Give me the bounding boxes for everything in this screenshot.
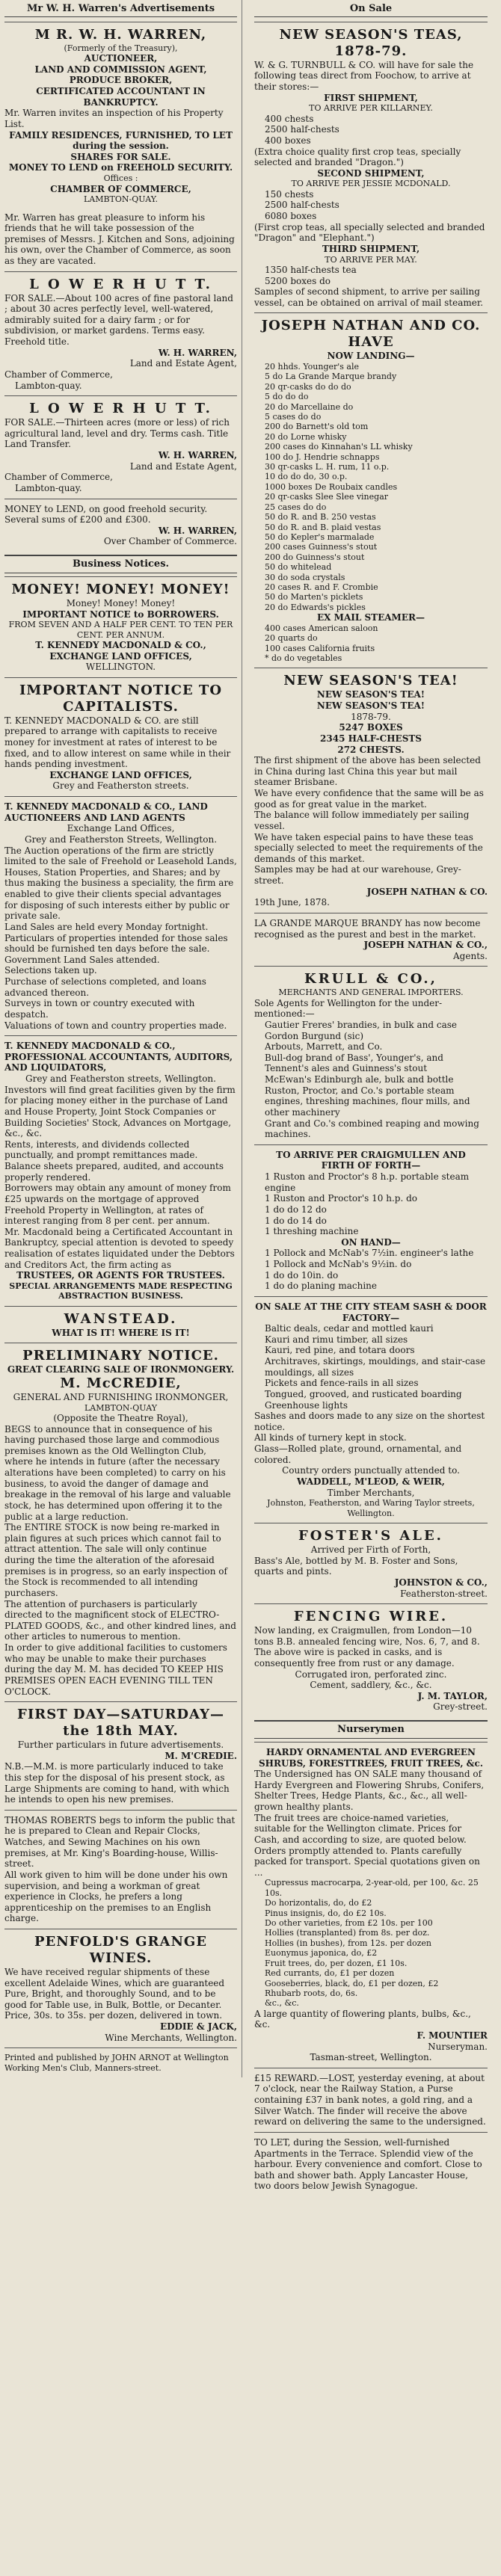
craig-item: 1 do do 10in. do	[265, 1269, 339, 1281]
prelim-name: M. McCREDIE,	[60, 1375, 182, 1391]
money-notice: IMPORTANT NOTICE to BORROWERS.	[22, 608, 219, 620]
first-day-heading: FIRST DAY—SATURDAY—the 18th MAY.	[17, 1707, 224, 1740]
nathan-item: 20 do Lorne whisky	[265, 431, 347, 442]
krull-item: Grant and Co.'s combined reaping and mowing machines.	[265, 1118, 479, 1140]
nathan-item: 200 do Barnett's old tom	[265, 422, 369, 432]
tkm-land-body-7: Valuations of town and country properties made.	[4, 1020, 227, 1031]
craig-heading-1: TO ARRIVE PER CRAIGMULLEN AND	[276, 1149, 466, 1160]
teas-intro: W. & G. TURNBULL & CO. will have for sale the following teas direct from Foochow, to arrive at their stores:—	[254, 59, 474, 93]
nathan-item: * do do vegetables	[265, 653, 342, 664]
teas-item-4: 150 chests	[265, 188, 314, 200]
hardy-item: Hollies (in bushes), from 12s. per dozen	[265, 1938, 431, 1948]
fosters-body: Bass's Ale, bottled by M. B. Foster and Sons, quarts and pints.	[254, 1555, 458, 1577]
sash-item: Baltic deals, cedar and mottled kauri	[265, 1323, 434, 1334]
nst-year: 1878-79.	[351, 711, 391, 722]
prelim-street: LAMBTON-QUAY	[84, 1402, 157, 1413]
warren-advert	[4, 22, 237, 271]
sash-item: Tongued, grooved, and rusticated boarding	[265, 1388, 462, 1399]
warren-role-1: AUCTIONEER,	[84, 53, 158, 64]
teas-note-1: (Extra choice quality first crop teas, specially selected and branded "Dragon.")	[254, 146, 461, 168]
tkm-land-body-4: Selections taken up.	[4, 965, 97, 976]
tkm-acc-body-3: Balance sheets prepared, audited, and accounts properly rendered.	[4, 1161, 224, 1183]
capitalists-advert	[4, 677, 237, 796]
teas-first-ship: TO ARRIVE PER KILLARNEY.	[309, 103, 433, 114]
teas-note-2: (First crop teas, all specially selected and branded "Dragon" and "Elephant.")	[254, 221, 485, 244]
tkm-land-body-6: Surveys in town or country executed with despatch.	[4, 998, 195, 1020]
sash-note-4: Country orders punctually attended to.	[282, 1465, 460, 1476]
tkm-acc-body-4: Borrowers may obtain any amount of money from £25 upwards on the mortgage of approved Freehold Property in Wellington, at rates of interest ranging from 8 per cent. per annum.	[4, 1183, 231, 1227]
wanstead-heading: WANSTEAD.	[64, 1310, 178, 1327]
nst-boxes: 5247 BOXES	[339, 722, 403, 733]
tkm-land-offices: Exchange Land Offices,	[67, 823, 175, 834]
sash-firm: WADDELL, M'LEOD, & WEIR,	[297, 1476, 445, 1487]
hardy-item: Euonymus japonica, do, £2	[265, 1948, 378, 1959]
warren-shares: SHARES FOR SALE.	[70, 151, 171, 162]
warren-chamber: CHAMBER OF COMMERCE,	[50, 183, 191, 194]
capitalists-address: Grey and Featherston streets.	[52, 780, 189, 792]
nathan-item: 5 do do do	[265, 392, 309, 402]
warren-money: MONEY TO LEND on FREEHOLD SECURITY.	[8, 162, 233, 173]
lower-hutt-quay: Lambton-quay.	[15, 380, 82, 391]
penfold-body: We have received regular shipments of these excellent Adelaide Wines, which are guaranteed Pure, Bright, and thoroughly Sound, and to be good for Table use, in Bulk, Bottle, or Decanter.	[4, 1966, 225, 2010]
sash-note-2: All kinds of turnery kept in stock.	[254, 1432, 407, 1443]
teas-second-ship: TO ARRIVE PER JESSIE MCDONALD.	[291, 179, 451, 189]
business-notices-header: Business Notices.	[4, 555, 237, 573]
tkm-land-address: Grey and Featherston Streets, Wellington.	[24, 833, 218, 845]
fosters-advert	[254, 1523, 488, 1603]
to-let-body: TO LET, during the Session, well-furnished Apartments in the Terrace. Splendid view of the harbour. Every convenience and comfort. Close to bath and shower bath. Apply Lancaster House, two doors below Jewish Synagogue.	[254, 2136, 482, 2192]
fosters-firm: JOHNSTON & CO.,	[394, 1577, 488, 1588]
nathan-item: 5 do La Grande Marque brandy	[265, 372, 397, 382]
nathan-item: 20 quarts do	[265, 633, 318, 644]
warren-role-2: LAND AND COMMISSION AGENT,	[34, 64, 207, 75]
tkm-land-body-1: The Auction operations of the firm are strictly limited to the sale of Freehold or Leasehold Lands, Houses, Station Properties, and Shares; and by thus making the business a speciality, the firm are enabled to give their clients special advantages for disposing of such interests either by public or private sale.	[4, 845, 237, 922]
fencing-heading: FENCING WIRE.	[293, 1609, 449, 1625]
hardy-body-4: A large quantity of flowering plants, bulbs, &c., &c.	[254, 2008, 471, 2030]
money-lend-advert	[4, 499, 237, 552]
nathan-item: 400 cases American saloon	[265, 623, 378, 633]
hardy-item: Cupressus macrocarpa, 2-year-old, per 100, &c. 25 10s.	[265, 1878, 479, 1898]
thomas-roberts-advert	[4, 1810, 237, 1929]
gm-firm: JOSEPH NATHAN & CO.,	[363, 940, 488, 951]
tkm-land-advert	[4, 796, 237, 1035]
hardy-item: Red currants, do, £1 per dozen	[265, 1968, 395, 1979]
first-day-nb: N.B.—M.M. is more particularly induced to take this step for the disposal of his present stock, as Large Shipments are coming to hand, with which he intends to open his new premises.	[4, 1761, 230, 1805]
hardy-item: Pinus insignis, do, do £2 10s.	[265, 1908, 387, 1918]
nathan-item: 20 do Marcellaine do	[265, 401, 354, 412]
new-seasons-tea-advert	[254, 668, 488, 912]
penfold-advert	[4, 1929, 237, 2047]
nathan-item: 100 cases California fruits	[265, 643, 375, 653]
tkm-acc-special: SPECIAL ARRANGEMENTS MADE RESPECTING ABSTRACTION BUSINESS.	[9, 1281, 233, 1301]
krull-advert	[254, 966, 488, 1144]
hardy-item: Rhubarb roots, do, 6s.	[265, 1988, 358, 1998]
warren-notice: Mr. Warren has great pleasure to inform his friends that he will take possession of the premises of Messrs. J. Kitchen and Sons, adjoining his own, over the Chamber of Commerce, as soon as they are vacated.	[4, 212, 235, 267]
teas-item-8: 5200 boxes do	[265, 275, 331, 286]
teas-item-3: 400 boxes	[265, 135, 311, 146]
warren-former: (Formerly of the Treasury),	[64, 43, 178, 53]
hardy-body-3: Orders promptly attended to. Plants carefully packed for transport. Special quotations given on ...	[254, 1845, 480, 1878]
money-city: WELLINGTON.	[85, 662, 156, 673]
right-column-header: On Sale	[254, 3, 488, 17]
hardy-body-2: The fruit trees are choice-named varieties, suitable for the Wellington climate. Prices for Cash, and according to size, are quoted below.	[254, 1812, 467, 1845]
prelim-body-3: The attention of purchasers is particularly directed to the magnificent stock of ELECTRO-PLATED GOODS, &c., and other kindred lines, and other articles to numerous to mention.	[4, 1598, 236, 1642]
krull-item: Gautier Freres' brandies, in bulk and case	[265, 1019, 457, 1030]
fencing-body-4: Cement, saddlery, &c., &c.	[310, 1680, 432, 1691]
hardy-item: Do other varieties, from £2 10s. per 100	[265, 1918, 433, 1929]
teas-advert	[254, 22, 488, 313]
wanstead-advert	[4, 1306, 237, 1343]
krull-item: Arbouts, Marrett, and Co.	[265, 1041, 383, 1053]
reward-body: £15 REWARD.—LOST, yesterday evening, at about 7 o'clock, near the Railway Station, a Purse containing £37 in bank notes, a gold ring, and a Silver Watch. The finder will receive the above reward on delivering the same to the undersigned.	[254, 2072, 486, 2127]
warren-residences: FAMILY RESIDENCES, FURNISHED, TO LET during the session.	[9, 129, 233, 152]
craig-item: 1 do do 12 do	[265, 1204, 327, 1215]
craig-item: 1 Pollock and McNab's 7½in. engineer's lathe	[265, 1248, 474, 1259]
prelim-body-4: In order to give additional facilities to customers who may be unable to make their purchases during the day M. M. has decided TO KEEP HIS PREMISES OPEN EACH EVENING TILL TEN O'CLOCK.	[4, 1642, 227, 1697]
nst-body-1: The first shipment of the above has been selected in China during last China this year but mail steamer Brisbane.	[254, 755, 481, 788]
nathan-ex-mail: EX MAIL STEAMER—	[317, 612, 425, 623]
lower-hutt-heading: L O W E R H U T T.	[29, 276, 212, 292]
money-lend-name: W. H. WARREN,	[158, 525, 237, 536]
lower-hutt-agent-title: Land and Estate Agent,	[129, 358, 237, 369]
hardy-heading: HARDY ORNAMENTAL AND EVERGREEN SHRUBS, FORESTTREES, FRUIT TREES, &c.	[258, 1746, 483, 1769]
preliminary-advert	[4, 1343, 237, 1701]
right-column	[250, 0, 492, 2196]
hardy-item: Do horizontalis, do, do £2	[265, 1898, 372, 1908]
tkm-acc-address: Grey and Featherston streets, Wellington.	[25, 1073, 216, 1085]
first-day-name: M. M'CREDIE.	[165, 1750, 237, 1761]
capitalists-offices: EXCHANGE LAND OFFICES,	[49, 769, 192, 780]
roberts-body-2: All work given to him will be done under his own supervision, and being a workman of great experience in Clocks, he prefers a long apprenticeship on the premises to an English charge.	[4, 1869, 228, 1924]
nst-heading-1: NEW SEASON'S TEA!	[283, 673, 458, 689]
first-day-more: Further particulars in future advertisements.	[17, 1740, 224, 1751]
nathan-item: 20 do Edwards's pickles	[265, 602, 366, 612]
krull-item: Bull-dog brand of Bass', Younger's, and Tennent's ales and Guinness's stout	[265, 1052, 443, 1074]
warren-role-4: CERTIFICATED ACCOUNTANT IN BANKRUPTCY.	[36, 86, 206, 108]
reward-advert	[254, 2068, 488, 2132]
prelim-body-2: The ENTIRE STOCK is now being re-marked in plain figures at such prices which cannot fail to attract attention. The sale will only continue during the time the alteration of the aforesaid premises is in progress, so an early inspection of the Stock is recommended to all intending purchasers.	[4, 1522, 227, 1598]
nst-body-5: Samples may be had at our warehouse, Grey-street.	[254, 864, 461, 886]
money-heading: MONEY! MONEY! MONEY!	[11, 581, 230, 597]
tkm-accountants-advert	[4, 1035, 237, 1306]
prelim-opposite: (Opposite the Theatre Royal),	[53, 1412, 188, 1423]
nathan-item: 25 cases do do	[265, 502, 327, 512]
krull-item: Gordon Burgund (sic)	[265, 1030, 363, 1041]
capitalists-body: T. KENNEDY MACDONALD & CO. are still prepared to arrange with capitalists to receive money for investment at rates of interest to be fixed, and to allow interest on same while in their hands pending investment.	[4, 715, 231, 770]
money-rates: FROM SEVEN AND A HALF PER CENT. TO TEN PER CENT. PER ANNUM.	[8, 620, 233, 640]
nurserymen-header: Nurserymen	[254, 1720, 488, 1739]
prelim-body-1: BEGS to announce that in consequence of his having purchased those large and commodious premises known as the Old Wellington Club, where he intends in future (after the necessary alterations have been completed) to carry on his business, to avoid the danger of damage and breakage in the removal of his large and valuable stock, he has determined upon offering it to the public at a large reduction.	[4, 1423, 231, 1522]
craig-item: 1 Pollock and McNab's 9½in. do	[265, 1259, 412, 1270]
nathan-item: 5 cases do do	[265, 412, 322, 422]
nathan-item: 50 do R. and B. plaid vestas	[265, 522, 381, 532]
teas-second: SECOND SHIPMENT,	[317, 167, 425, 179]
nst-firm: JOSEPH NATHAN & CO.	[366, 886, 488, 897]
tkm-land-body-3: Government Land Sales attended.	[4, 954, 160, 965]
nathan-item: 200 cases do Kinnahan's LL whisky	[265, 442, 413, 452]
fencing-street: Grey-street.	[433, 1701, 488, 1713]
krull-item: Ruston, Proctor, and Co.'s portable steam engines, threshing machines, flour mills, and other machinery	[265, 1085, 470, 1118]
teas-item-5: 2500 half-chests	[265, 200, 339, 211]
tkm-acc-body-1: Investors will find great facilities given by the firm for placing money either in the purchase of Land and House Property, Joint Stock Companies or Building Societies' Stock, Advances on Mortgage, &c., &c.	[4, 1084, 236, 1139]
nathan-item: 50 do R. and B. 250 vestas	[265, 512, 376, 523]
nst-body-2: We have every confidence that the same will be as good as for great value in the market.	[254, 788, 484, 810]
craig-item: 1 do do 14 do	[265, 1215, 327, 1226]
lower-hutt-advert-2	[4, 395, 237, 498]
nst-half-chests: 2345 HALF-CHESTS	[320, 733, 422, 744]
nathan-item: 30 do soda crystals	[265, 572, 345, 582]
teas-heading: NEW SEASON'S TEAS, 1878-79.	[279, 26, 463, 59]
lower-hutt-heading-2: L O W E R H U T T.	[29, 401, 212, 417]
money-firm: T. KENNEDY MACDONALD & CO.,	[35, 639, 206, 650]
money-subheading: Money! Money! Money!	[66, 597, 176, 608]
sash-item: Pickets and fence-rails in all sizes	[265, 1378, 419, 1389]
sash-advert	[254, 1296, 488, 1523]
warren-role-3: PRODUCE BROKER,	[69, 75, 173, 86]
sash-note-1: Sashes and doors made to any size on the shortest notice.	[254, 1411, 485, 1432]
arrive-craig-advert	[254, 1144, 488, 1296]
nathan-item: 200 cases Guinness's stout	[265, 542, 378, 552]
lower-hutt-quay-2: Lambton-quay.	[15, 482, 82, 493]
penfold-trade: Wine Merchants, Wellington.	[105, 2032, 237, 2043]
warren-invite: Mr. Warren invites an inspection of his Property List.	[4, 108, 224, 129]
nathan-item: 200 do Guinness's stout	[265, 552, 365, 562]
fencing-advert	[254, 1603, 488, 1717]
penfold-firm: EDDIE & JACK,	[159, 2021, 237, 2033]
lower-hutt-agent: W. H. WARREN,	[158, 347, 237, 358]
money-money-advert	[4, 576, 237, 677]
fosters-heading: FOSTER'S ALE.	[298, 1528, 443, 1544]
nathan-heading: JOSEPH NATHAN AND CO. HAVE	[261, 318, 481, 351]
money-lend-body: MONEY to LEND, on good freehold security. Several sums of £200 and £300.	[4, 503, 208, 526]
craig-item: 1 do do planing machine	[265, 1281, 378, 1292]
teas-item-7: 1350 half-chests tea	[265, 264, 357, 275]
craig-item: 1 Ruston and Proctor's 8 h.p. portable steam engine	[265, 1171, 470, 1193]
teas-first: FIRST SHIPMENT,	[324, 92, 418, 103]
penfold-price: Price, 30s. to 35s. per dozen, delivered in town.	[4, 2010, 223, 2021]
lower-hutt-chamber-2: Chamber of Commerce,	[4, 472, 113, 483]
lower-hutt-advert-1	[4, 271, 237, 396]
money-lend-address: Over Chamber of Commerce.	[103, 536, 237, 547]
nst-heading-3: NEW SEASON'S TEA!	[316, 700, 425, 711]
sash-trade: Timber Merchants,	[327, 1487, 415, 1498]
krull-heading: KRULL & CO.,	[304, 971, 437, 987]
nathan-item: 20 hhds. Younger's ale	[265, 362, 360, 372]
nathan-advert	[254, 312, 488, 668]
first-day-advert	[4, 1701, 237, 1810]
hardy-trade: Nurseryman.	[428, 2041, 488, 2052]
sash-item: Greenhouse lights	[265, 1399, 348, 1411]
lower-hutt-agent-title-2: Land and Estate Agent,	[129, 460, 237, 472]
teas-item-1: 400 chests	[265, 113, 314, 124]
nst-body-4: We have taken especial pains to have these teas specially selected to meet the requirements of the demands of this market.	[254, 831, 483, 864]
left-column-header: Mr W. H. Warren's Advertisements	[4, 3, 237, 17]
hardy-body-1: The Undersigned has ON SALE many thousand of Hardy Evergreen and Flowering Shrubs, Conifers, Shelter Trees, Hedge Plants, &c., &c., all well-grown healthy plants.	[254, 1769, 485, 1813]
grande-marque-advert	[254, 913, 488, 967]
printed-notice: Printed and published by JOHN ARNOT at Wellington Working Men's Club, Manners-street.	[4, 2047, 237, 2077]
tkm-land-heading: T. KENNEDY MACDONALD & CO., LAND AUCTIONEERS AND LAND AGENTS	[4, 801, 208, 823]
gm-agents: Agents.	[453, 950, 488, 961]
nathan-item: 50 do Marten's picklets	[265, 592, 363, 603]
tkm-land-body-5: Purchase of selections completed, and loans advanced thereon.	[4, 976, 206, 998]
tkm-acc-body-2: Rents, interests, and dividends collected punctually, and prompt remittances made.	[4, 1138, 198, 1161]
nathan-item: 100 do J. Hendrie schnapps	[265, 452, 380, 462]
lower-hutt-agent-2: W. H. WARREN,	[158, 450, 237, 461]
gm-body: LA GRANDE MARQUE BRANDY has now become recognised as the purest and best in the market.	[254, 917, 481, 940]
hardy-address: Tasman-street, Wellington.	[310, 2052, 432, 2063]
sash-address: Johnston, Featherston, and Waring Taylor streets, Wellington.	[267, 1498, 475, 1518]
nathan-item: 50 do whitelead	[265, 562, 332, 573]
fosters-arrived: Arrived per Firth of Forth,	[310, 1544, 431, 1555]
fencing-body-1: Now landing, ex Craigmullen, from London—10 tons B.B. annealed fencing wire, Nos. 6, 7, and 8.	[254, 1625, 480, 1647]
teas-item-6: 6080 boxes	[265, 211, 317, 222]
krull-intro: Sole Agents for Wellington for the under-mentioned:—	[254, 997, 443, 1020]
krull-item: McEwan's Edinburgh ale, bulk and bottle	[265, 1074, 454, 1085]
tkm-land-body-2: Land Sales are held every Monday fortnight. Particulars of properties intended for those sales should be furnished ten days before the sale.	[4, 921, 228, 955]
warren-offices: Offices :	[103, 173, 138, 184]
sash-item: Architraves, skirtings, mouldings, and stair-case mouldings, all sizes	[265, 1356, 486, 1378]
prelim-sale: GREAT CLEARING SALE OF IRONMONGERY.	[7, 1364, 235, 1375]
sash-item: Kauri and rimu timber, all sizes	[265, 1334, 408, 1345]
penfold-heading: PENFOLD'S GRANGE WINES.	[34, 1934, 208, 1967]
nathan-item: 30 qr-casks L. H. rum, 11 o.p.	[265, 462, 390, 472]
roberts-body-1: THOMAS ROBERTS begs to inform the public that he is prepared to Clean and Repair Clocks, Watches, and Sewing Machines on his own premises, at Mr. King's Boarding-house, Willis-street.	[4, 1814, 236, 1870]
krull-trade: MERCHANTS AND GENERAL IMPORTERS.	[278, 987, 464, 998]
capitalists-heading: IMPORTANT NOTICE TO CAPITALISTS.	[19, 682, 223, 715]
hardy-item: Hollies (transplanted) from 8s. per doz.	[265, 1928, 430, 1938]
to-let-advert	[254, 2132, 488, 2196]
teas-samples: Samples of second shipment, to arrive per sailing vessel, can be obtained on arrival of mail steamer.	[254, 286, 484, 308]
money-offices: EXCHANGE LAND OFFICES,	[49, 650, 192, 662]
fencing-body-3: Corrugated iron, perforated zinc.	[295, 1668, 447, 1680]
nathan-item: 1000 boxes De Roubaix candles	[265, 481, 398, 492]
fosters-street: Featherston-street.	[400, 1588, 488, 1599]
fencing-body-2: The above wire is packed in casks, and is consequently free from rust or any damage.	[254, 1647, 455, 1668]
lower-hutt-body: FOR SALE.—About 100 acres of fine pastoral land ; about 30 acres perfectly level, well-watered, admirably suited for a dairy farm ; or for subdivision, or market gardens. Terms easy. Freehold title.	[4, 292, 233, 348]
nathan-item: 20 qr-casks do do do	[265, 381, 351, 392]
craig-heading-2: FIRTH OF FORTH—	[321, 1160, 421, 1171]
nst-heading-2: NEW SEASON'S TEA!	[316, 689, 425, 700]
nst-body-3: The balance will follow immediately per sailing vessel.	[254, 810, 470, 831]
left-column	[0, 0, 242, 2077]
wanstead-question: WHAT IS IT! WHERE IS IT!	[52, 1327, 190, 1338]
craig-on-hand: ON HAND—	[341, 1236, 401, 1248]
nathan-item: 20 qr-casks Slee Slee vinegar	[265, 492, 389, 502]
nathan-landing: NOW LANDING—	[327, 351, 415, 362]
teas-third-ship: TO ARRIVE PER MAY.	[325, 254, 417, 265]
nathan-item: 20 cases R. and F. Crombie	[265, 582, 378, 592]
warren-name: M R. W. H. WARREN,	[34, 26, 207, 43]
nathan-item: 10 do do do, 30 o.p.	[265, 472, 348, 482]
fencing-name: J. M. TAYLOR,	[417, 1690, 488, 1701]
sash-item: Kauri, red pine, and totara doors	[265, 1345, 415, 1356]
sash-heading: ON SALE AT THE CITY STEAM SASH & DOOR FACTORY—	[255, 1301, 487, 1323]
tkm-acc-heading: T. KENNEDY MACDONALD & CO., PROFESSIONAL ACCOUNTANTS, AUDITORS, AND LIQUIDATORS,	[4, 1041, 233, 1073]
hardy-item: Gooseberries, black, do, £1 per dozen, £2	[265, 1978, 439, 1988]
craig-item: 1 threshing machine	[265, 1226, 359, 1237]
prelim-trade: GENERAL AND FURNISHING IRONMONGER,	[13, 1391, 229, 1402]
tkm-acc-body-5: Mr. Macdonald being a Certificated Accountant in Bankruptcy, special attention is devoted to speedy realisation of estates liquidated under the Debtors and Creditors Act, the firm acting as	[4, 1226, 235, 1270]
tkm-acc-trustees: TRUSTEES, OR AGENTS FOR TRUSTEES.	[16, 1270, 225, 1281]
craig-item: 1 Ruston and Proctor's 10 h.p. do	[265, 1193, 417, 1204]
lower-hutt-chamber: Chamber of Commerce,	[4, 369, 113, 380]
warren-quay: LAMBTON-QUAY.	[83, 194, 159, 205]
hardy-name: F. MOUNTIER	[417, 2030, 488, 2041]
sash-note-3: Glass—Rolled plate, ground, ornamental, and colored.	[254, 1443, 462, 1465]
hardy-advert	[254, 1742, 488, 2068]
nathan-item: 50 do Kepler's marmalade	[265, 531, 375, 542]
teas-third: THIRD SHIPMENT,	[322, 243, 420, 254]
lower-hutt-body-2: FOR SALE.—Thirteen acres (more or less) of rich agricultural land, level and dry. Terms cash. Title Land Transfer.	[4, 417, 230, 450]
prelim-heading: PRELIMINARY NOTICE.	[22, 1348, 219, 1364]
nst-chests: 272 CHESTS.	[337, 744, 405, 755]
hardy-item: &c., &c.	[265, 1998, 299, 2009]
teas-item-2: 2500 half-chests	[265, 124, 339, 135]
nst-date: 19th June, 1878.	[254, 897, 330, 908]
hardy-item: Fruit trees, do, per dozen, £1 10s.	[265, 1958, 408, 1968]
